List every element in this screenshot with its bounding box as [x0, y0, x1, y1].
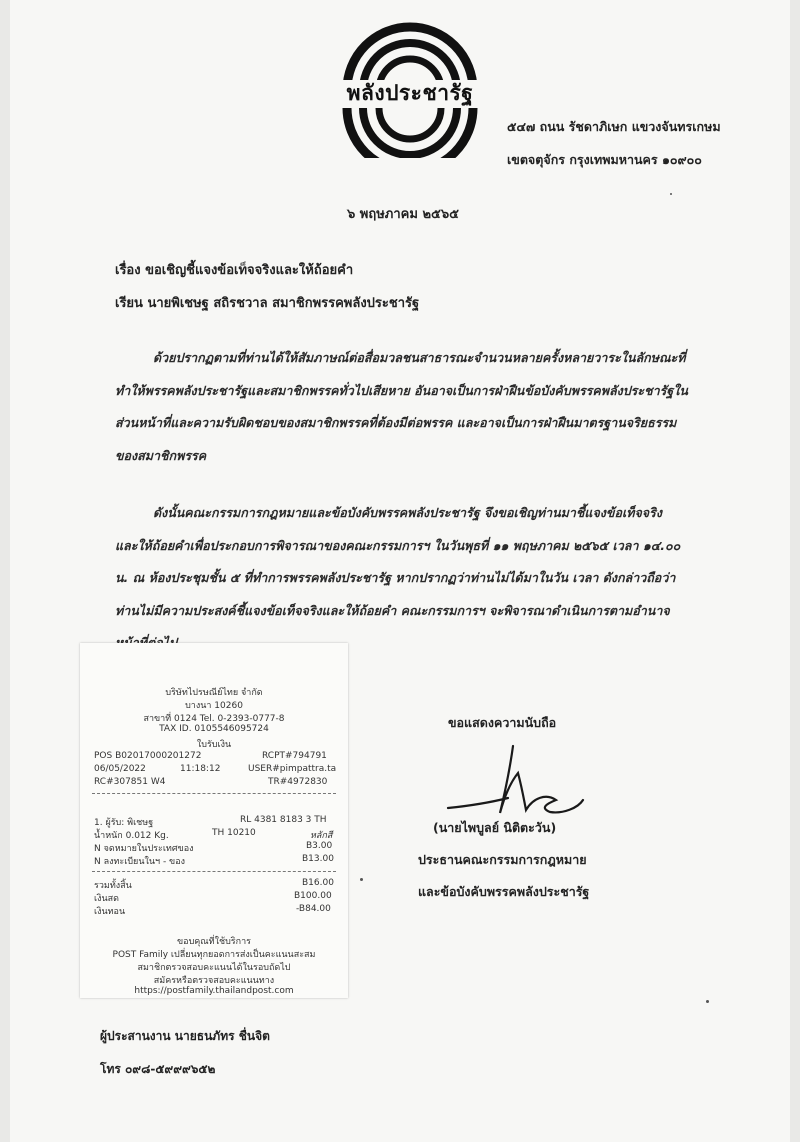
receipt-user: USER#pimpattra.ta [248, 764, 337, 774]
paragraph-2-line: และให้ถ้อยคำเพื่อประกอบการพิจารณาของคณะกรรมการฯ ในวันพุธที่ ๑๑ พฤษภาคม ๒๕๖๕ เวลา ๑๔.๐๐ [115, 537, 681, 553]
address-line-2: เขตจตุจักร กรุงเทพมหานคร ๑๐๙๐๐ [507, 152, 702, 167]
paragraph-2-line: ดังนั้นคณะกรรมการกฎหมายและข้อบังคับพรรคพลังประชารัฐ จึงขอเชิญท่านมาชี้แจงข้อเท็จจริง [153, 505, 662, 520]
signer-position-line-2: และข้อบังคับพรรคพลังประชารัฐ [418, 884, 590, 899]
letter-page [10, 0, 790, 1142]
signer-position-line-1: ประธานคณะกรรมการกฎหมาย [418, 852, 587, 867]
letter-recipient: เรียน นายพิเชษฐ สถิรชวาล สมาชิกพรรคพลังประชารัฐ [115, 296, 420, 311]
receipt-item-tracking: RL 4381 8183 3 TH [240, 815, 327, 825]
receipt-cash-label: เงินสด [94, 894, 119, 904]
coordinator-name: ผู้ประสานงาน นายธนภัทร ชื่นจิต [100, 1029, 270, 1043]
receipt-fee1-amount: B3.00 [306, 841, 333, 851]
paragraph-2-line: ท่านไม่มีความประสงค์ชี้แจงข้อเท็จจริงและให้ถ้อยคำ คณะกรรมการฯ จะพิจารณาดำเนินการตามอำนาจ [115, 602, 670, 618]
receipt-divider [92, 793, 336, 794]
letter-date: ๖ พฤษภาคม ๒๕๖๕ [347, 207, 459, 222]
signer-name: (นายไพบูลย์ นิติตะวัน) [433, 820, 557, 835]
receipt-tr: TR#4972830 [268, 777, 328, 787]
receipt-fee2-amount: B13.00 [302, 854, 334, 864]
receipt-fee2-label: N ลงทะเบียนในฯ - ของ [94, 857, 186, 867]
scan-speck [706, 1000, 709, 1003]
receipt-promo-url: https://postfamily.thailandpost.com [134, 986, 294, 996]
paragraph-1-line: ของสมาชิกพรรค [115, 447, 207, 463]
receipt-time: 11:18:12 [180, 764, 221, 774]
receipt-cash-amount: B100.00 [294, 891, 332, 901]
receipt-fee1-label: N จดหมายในประเทศของ [94, 844, 194, 854]
coordinator-phone: โทร ๐๙๘-๕๙๙๙๖๕๒ [100, 1062, 216, 1076]
receipt-item-col-header: หลักสี [310, 831, 333, 841]
letter-subject: เรื่อง ขอเชิญชี้แจงข้อเท็จจริงและให้ถ้อยคำ [115, 263, 354, 278]
receipt-promo-line-3: สมัครหรือตรวจสอบคะแนนทาง [153, 976, 275, 986]
receipt-branch: บางนา 10260 [185, 701, 243, 711]
receipt-promo-line-1: POST Family เปลี่ยนทุกยอดการส่งเป็นคะแนนสะสม [112, 950, 316, 960]
paragraph-2 [115, 497, 727, 660]
receipt-change-amount: -B84.00 [296, 904, 331, 914]
paragraph-1-line: ทำให้พรรคพลังประชารัฐและสมาชิกพรรคทั่วไปเสียหาย อันอาจเป็นการฝ่าฝืนข้อบังคับพรรคพลังประชารัฐใน [115, 382, 688, 398]
receipt-rc: RC#307851 W4 [94, 777, 166, 787]
handwritten-signature-icon [438, 738, 588, 828]
party-logo [335, 18, 485, 158]
receipt-tax-id: TAX ID. 0105546095724 [159, 724, 269, 734]
receipt-total-label: รวมทั้งสิ้น [94, 881, 132, 891]
paragraph-1-line: ส่วนหน้าที่และความรับผิดชอบของสมาชิกพรรคที่ต้องมีต่อพรรค และอาจเป็นการฝ่าฝืนมาตรฐานจริยธรรม [115, 415, 677, 430]
postal-receipt [80, 643, 348, 998]
paragraph-1-line: ด้วยปรากฏตามที่ท่านได้ให้สัมภาษณ์ต่อสื่อมวลชนสาธารณะจำนวนหลายครั้งหลายวาระในลักษณะที่ [153, 350, 686, 365]
paragraph-2-line: น. ณ ห้องประชุมชั้น ๕ ที่ทำการพรรคพลังประชารัฐ หากปรากฏว่าท่านไม่ได้มาในวัน เวลา ดังกล่าวถือว่า [115, 570, 676, 585]
receipt-pos: POS B02017000201272 [94, 751, 202, 761]
receipt-item-recipient: 1. ผู้รับ: พิเชษฐ [94, 818, 154, 828]
scan-speck [670, 193, 672, 195]
receipt-change-label: เงินทอน [94, 907, 126, 917]
receipt-thanks: ขอบคุณที่ใช้บริการ [177, 937, 251, 947]
receipt-doc-type: ใบรับเงิน [196, 740, 232, 750]
paragraph-1 [115, 342, 727, 472]
receipt-divider [92, 871, 336, 872]
receipt-branch-tel: สาขาที่ 0124 Tel. 0-2393-0777-8 [143, 714, 285, 724]
receipt-total-amount: B16.00 [302, 878, 334, 888]
receipt-date: 06/05/2022 [94, 764, 146, 774]
receipt-rcpt: RCPT#794791 [262, 751, 327, 761]
receipt-promo-line-2: สมาชิกตรวจสอบคะแนนได้ในรอบถัดไป [137, 963, 291, 973]
receipt-item-weight: น้ำหนัก 0.012 Kg. [94, 831, 169, 841]
receipt-item-postcode: TH 10210 [212, 828, 256, 838]
closing-text: ขอแสดงความนับถือ [448, 715, 557, 730]
scan-speck [360, 878, 363, 881]
address-line-1: ๕๔๗ ถนน รัชดาภิเษก แขวงจันทรเกษม [507, 119, 721, 134]
receipt-company: บริษัทไปรษณีย์ไทย จำกัด [165, 688, 263, 698]
party-logo-text: พลังประชารัฐ [335, 80, 485, 106]
